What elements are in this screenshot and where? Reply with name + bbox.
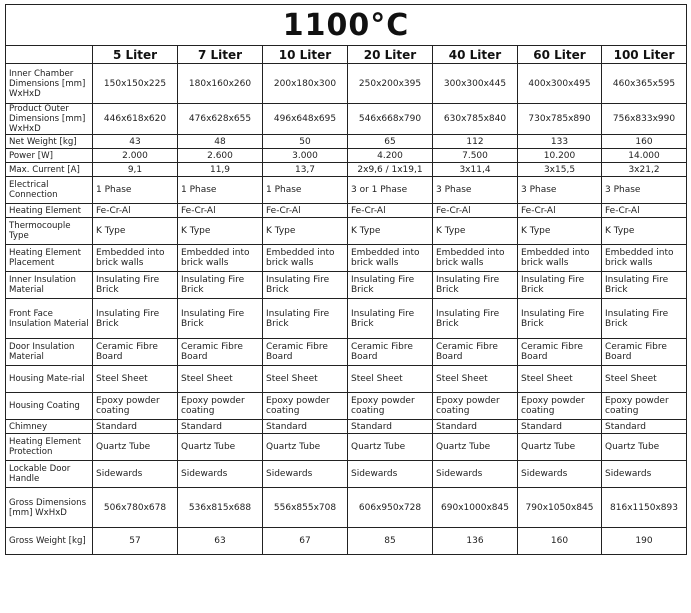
table-cell: 160 bbox=[518, 528, 602, 555]
row-label: Inner Insulation Material bbox=[6, 272, 93, 299]
table-title: 1100°C bbox=[6, 5, 687, 46]
table-cell: 506x780x678 bbox=[93, 488, 178, 528]
table-cell: Ceramic Fibre Board bbox=[602, 339, 687, 366]
table-cell: Steel Sheet bbox=[263, 366, 348, 393]
table-cell: Sidewards bbox=[433, 461, 518, 488]
table-cell: 13,7 bbox=[263, 163, 348, 177]
table-cell: Ceramic Fibre Board bbox=[178, 339, 263, 366]
table-cell: 606x950x728 bbox=[348, 488, 433, 528]
table-cell: K Type bbox=[602, 218, 687, 245]
table-cell: Steel Sheet bbox=[602, 366, 687, 393]
table-cell: 476x628x655 bbox=[178, 104, 263, 135]
table-cell: Quartz Tube bbox=[93, 434, 178, 461]
table-cell: Embedded into brick walls bbox=[263, 245, 348, 272]
column-header: 10 Liter bbox=[263, 46, 348, 64]
table-cell: K Type bbox=[348, 218, 433, 245]
table-cell: K Type bbox=[433, 218, 518, 245]
table-cell: 2.000 bbox=[93, 149, 178, 163]
table-cell: Ceramic Fibre Board bbox=[348, 339, 433, 366]
table-cell: 300x300x445 bbox=[433, 64, 518, 104]
table-cell: 556x855x708 bbox=[263, 488, 348, 528]
table-cell: 790x1050x845 bbox=[518, 488, 602, 528]
table-cell: Steel Sheet bbox=[433, 366, 518, 393]
table-row bbox=[6, 299, 687, 339]
table-cell: 730x785x890 bbox=[518, 104, 602, 135]
table-cell: Insulating Fire Brick bbox=[263, 299, 348, 339]
table-cell: Ceramic Fibre Board bbox=[433, 339, 518, 366]
table-cell: Insulating Fire Brick bbox=[433, 299, 518, 339]
row-label: Power [W] bbox=[6, 149, 93, 163]
table-cell: Standard bbox=[518, 420, 602, 434]
table-cell: 50 bbox=[263, 135, 348, 149]
table-row bbox=[6, 434, 687, 461]
table-row bbox=[6, 461, 687, 488]
table-row bbox=[6, 135, 687, 149]
row-label: Max. Current [A] bbox=[6, 163, 93, 177]
row-label: Housing Coating bbox=[6, 393, 93, 420]
header-corner bbox=[6, 46, 93, 64]
table-cell: 7.500 bbox=[433, 149, 518, 163]
column-header: 7 Liter bbox=[178, 46, 263, 64]
table-cell: 200x180x300 bbox=[263, 64, 348, 104]
table-cell: Embedded into brick walls bbox=[518, 245, 602, 272]
table-cell: 3x15,5 bbox=[518, 163, 602, 177]
table-cell: Standard bbox=[348, 420, 433, 434]
table-cell: 9,1 bbox=[93, 163, 178, 177]
table-row bbox=[6, 366, 687, 393]
row-label: Heating Element bbox=[6, 204, 93, 218]
table-cell: Epoxy powder coating bbox=[602, 393, 687, 420]
table-cell: Insulating Fire Brick bbox=[263, 272, 348, 299]
table-cell: Quartz Tube bbox=[433, 434, 518, 461]
table-row bbox=[6, 272, 687, 299]
table-row bbox=[6, 339, 687, 366]
table-row bbox=[6, 218, 687, 245]
table-cell: 3 or 1 Phase bbox=[348, 177, 433, 204]
row-label: Lockable Door Handle bbox=[6, 461, 93, 488]
table-cell: Standard bbox=[602, 420, 687, 434]
table-cell: 756x833x990 bbox=[602, 104, 687, 135]
table-cell: Steel Sheet bbox=[93, 366, 178, 393]
row-label: Heating Element Protection bbox=[6, 434, 93, 461]
table-cell: Insulating Fire Brick bbox=[348, 299, 433, 339]
table-row bbox=[6, 488, 687, 528]
table-cell: Insulating Fire Brick bbox=[518, 272, 602, 299]
header-row bbox=[6, 46, 687, 64]
table-cell: 85 bbox=[348, 528, 433, 555]
table-row bbox=[6, 64, 687, 104]
table-cell: Epoxy powder coating bbox=[178, 393, 263, 420]
table-cell: K Type bbox=[263, 218, 348, 245]
table-cell: 250x200x395 bbox=[348, 64, 433, 104]
table-cell: 816x1150x893 bbox=[602, 488, 687, 528]
table-cell: Embedded into brick walls bbox=[602, 245, 687, 272]
column-header: 5 Liter bbox=[93, 46, 178, 64]
spec-sheet bbox=[5, 4, 686, 555]
table-cell: 690x1000x845 bbox=[433, 488, 518, 528]
row-label: Electrical Connection bbox=[6, 177, 93, 204]
table-cell: 190 bbox=[602, 528, 687, 555]
table-cell: Standard bbox=[178, 420, 263, 434]
table-cell: 2x9,6 / 1x19,1 bbox=[348, 163, 433, 177]
table-cell: Fe-Cr-Al bbox=[602, 204, 687, 218]
table-cell: K Type bbox=[178, 218, 263, 245]
table-cell: Insulating Fire Brick bbox=[93, 272, 178, 299]
table-row bbox=[6, 528, 687, 555]
table-cell: Epoxy powder coating bbox=[348, 393, 433, 420]
spec-table bbox=[5, 4, 687, 555]
table-cell: 3.000 bbox=[263, 149, 348, 163]
row-label: Chimney bbox=[6, 420, 93, 434]
column-header: 60 Liter bbox=[518, 46, 602, 64]
table-cell: 150x150x225 bbox=[93, 64, 178, 104]
table-cell: 14.000 bbox=[602, 149, 687, 163]
table-cell: Insulating Fire Brick bbox=[178, 299, 263, 339]
table-cell: Quartz Tube bbox=[263, 434, 348, 461]
table-cell: Epoxy powder coating bbox=[263, 393, 348, 420]
table-cell: Embedded into brick walls bbox=[93, 245, 178, 272]
table-cell: Sidewards bbox=[263, 461, 348, 488]
table-cell: 180x160x260 bbox=[178, 64, 263, 104]
table-row bbox=[6, 204, 687, 218]
table-cell: 3x21,2 bbox=[602, 163, 687, 177]
table-cell: 4.200 bbox=[348, 149, 433, 163]
table-cell: 546x668x790 bbox=[348, 104, 433, 135]
table-cell: 536x815x688 bbox=[178, 488, 263, 528]
row-label: Product Outer Dimensions [mm] WxHxD bbox=[6, 104, 93, 135]
table-cell: Steel Sheet bbox=[178, 366, 263, 393]
table-cell: 48 bbox=[178, 135, 263, 149]
table-cell: 400x300x495 bbox=[518, 64, 602, 104]
table-cell: Fe-Cr-Al bbox=[433, 204, 518, 218]
row-label: Housing Mate-rial bbox=[6, 366, 93, 393]
row-label: Gross Dimensions [mm] WxHxD bbox=[6, 488, 93, 528]
table-cell: Sidewards bbox=[348, 461, 433, 488]
table-cell: Ceramic Fibre Board bbox=[518, 339, 602, 366]
table-cell: 67 bbox=[263, 528, 348, 555]
table-cell: Embedded into brick walls bbox=[178, 245, 263, 272]
table-cell: 630x785x840 bbox=[433, 104, 518, 135]
table-cell: K Type bbox=[93, 218, 178, 245]
table-cell: Ceramic Fibre Board bbox=[93, 339, 178, 366]
table-cell: Sidewards bbox=[178, 461, 263, 488]
table-cell: Sidewards bbox=[93, 461, 178, 488]
table-cell: 1 Phase bbox=[178, 177, 263, 204]
table-cell: Fe-Cr-Al bbox=[178, 204, 263, 218]
row-label: Inner Chamber Dimensions [mm] WxHxD bbox=[6, 64, 93, 104]
table-cell: Quartz Tube bbox=[602, 434, 687, 461]
row-label: Net Weight [kg] bbox=[6, 135, 93, 149]
column-header: 20 Liter bbox=[348, 46, 433, 64]
table-cell: Epoxy powder coating bbox=[433, 393, 518, 420]
table-cell: 43 bbox=[93, 135, 178, 149]
row-label: Front Face Insulation Material bbox=[6, 299, 93, 339]
table-cell: 496x648x695 bbox=[263, 104, 348, 135]
table-cell: Fe-Cr-Al bbox=[348, 204, 433, 218]
table-cell: Insulating Fire Brick bbox=[348, 272, 433, 299]
table-cell: Sidewards bbox=[602, 461, 687, 488]
table-cell: 10.200 bbox=[518, 149, 602, 163]
table-cell: Epoxy powder coating bbox=[518, 393, 602, 420]
table-cell: 63 bbox=[178, 528, 263, 555]
table-cell: 446x618x620 bbox=[93, 104, 178, 135]
table-cell: 2.600 bbox=[178, 149, 263, 163]
table-cell: 57 bbox=[93, 528, 178, 555]
table-cell: 133 bbox=[518, 135, 602, 149]
table-cell: 1 Phase bbox=[93, 177, 178, 204]
table-cell: Fe-Cr-Al bbox=[93, 204, 178, 218]
table-body bbox=[6, 64, 687, 555]
row-label: Thermocouple Type bbox=[6, 218, 93, 245]
table-cell: Embedded into brick walls bbox=[433, 245, 518, 272]
table-cell: Steel Sheet bbox=[518, 366, 602, 393]
table-row bbox=[6, 177, 687, 204]
table-cell: Quartz Tube bbox=[518, 434, 602, 461]
table-row bbox=[6, 163, 687, 177]
table-row bbox=[6, 104, 687, 135]
table-cell: Sidewards bbox=[518, 461, 602, 488]
row-label: Door Insulation Material bbox=[6, 339, 93, 366]
table-cell: 112 bbox=[433, 135, 518, 149]
table-cell: Standard bbox=[433, 420, 518, 434]
table-cell: Standard bbox=[93, 420, 178, 434]
table-row bbox=[6, 420, 687, 434]
table-cell: 3 Phase bbox=[602, 177, 687, 204]
table-cell: Insulating Fire Brick bbox=[602, 272, 687, 299]
table-cell: Embedded into brick walls bbox=[348, 245, 433, 272]
table-cell: Steel Sheet bbox=[348, 366, 433, 393]
table-cell: 3 Phase bbox=[433, 177, 518, 204]
column-header: 100 Liter bbox=[602, 46, 687, 64]
table-cell: K Type bbox=[518, 218, 602, 245]
table-row bbox=[6, 393, 687, 420]
table-cell: 1 Phase bbox=[263, 177, 348, 204]
table-cell: 11,9 bbox=[178, 163, 263, 177]
table-cell: 3 Phase bbox=[518, 177, 602, 204]
column-header: 40 Liter bbox=[433, 46, 518, 64]
table-cell: 136 bbox=[433, 528, 518, 555]
table-cell: Fe-Cr-Al bbox=[518, 204, 602, 218]
table-cell: Standard bbox=[263, 420, 348, 434]
table-cell: Insulating Fire Brick bbox=[602, 299, 687, 339]
table-cell: 65 bbox=[348, 135, 433, 149]
table-cell: Insulating Fire Brick bbox=[518, 299, 602, 339]
table-cell: Insulating Fire Brick bbox=[93, 299, 178, 339]
table-cell: Quartz Tube bbox=[178, 434, 263, 461]
table-cell: Ceramic Fibre Board bbox=[263, 339, 348, 366]
row-label: Gross Weight [kg] bbox=[6, 528, 93, 555]
table-cell: 460x365x595 bbox=[602, 64, 687, 104]
table-cell: Epoxy powder coating bbox=[93, 393, 178, 420]
table-row bbox=[6, 245, 687, 272]
table-cell: Insulating Fire Brick bbox=[178, 272, 263, 299]
table-cell: Quartz Tube bbox=[348, 434, 433, 461]
table-cell: Fe-Cr-Al bbox=[263, 204, 348, 218]
row-label: Heating Element Placement bbox=[6, 245, 93, 272]
table-row bbox=[6, 149, 687, 163]
table-cell: Insulating Fire Brick bbox=[433, 272, 518, 299]
table-cell: 3x11,4 bbox=[433, 163, 518, 177]
table-cell: 160 bbox=[602, 135, 687, 149]
